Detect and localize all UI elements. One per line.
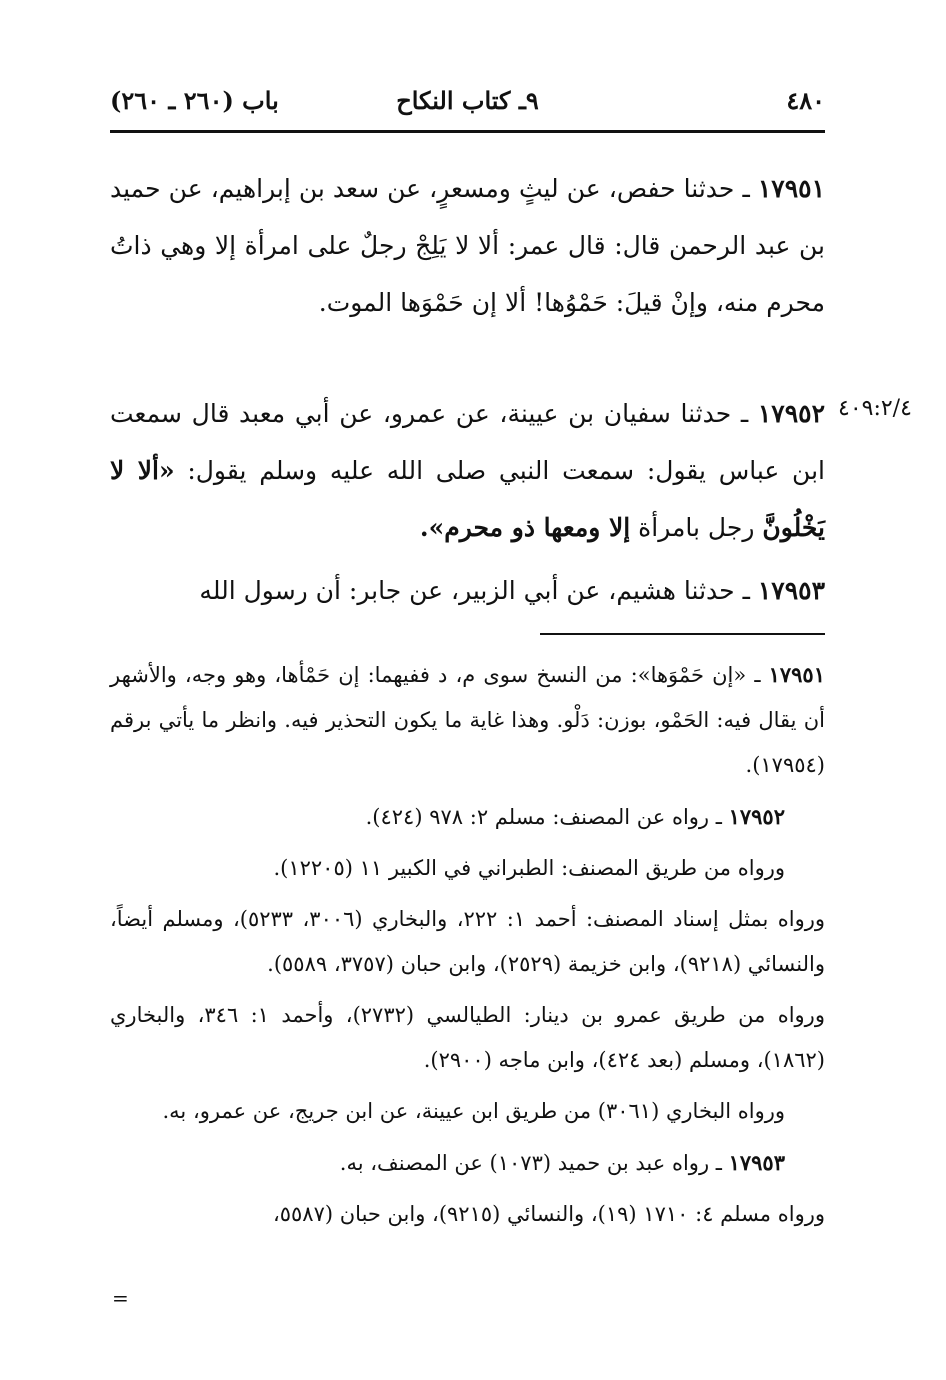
footnote: ورواه بمثل إسناد المصنف: أحمد ١: ٢٢٢، والبخاري (٣٠٠٦، ٥٢٣٣)، ومسلم أيضاً، والنسائي (٩٢١٨)، وابن خزيمة (٢٥٢٩)، وابن حبان (٣٧٥٧، ٥٥٨٩).: [110, 907, 825, 976]
page-header: [110, 86, 825, 122]
book-title: ٩ـ كتاب النكاح: [396, 86, 539, 115]
chapter-title: باب (٢٦٠ ـ ٢٦٠): [110, 86, 279, 115]
footnote-text: ـ «إن حَمْوَها»: من النسخ سوى م، د ففيهما: إن حَمْأها، وهو وجه، والأشهر أن يقال فيه: الحَمْو، بوزن: دَلْو. وهذا غاية ما يكون التحذير فيه. وانظر ما يأتي برقم (١٧٩٥٤).: [110, 663, 825, 777]
hadith-17952: [110, 385, 825, 556]
footnote: ورواه من طريق عمرو بن دينار: الطيالسي (٢٧٣٢)، وأحمد ١: ٣٤٦، والبخاري (١٨٦٢)، ومسلم (بعد ٤٢٤)، وابن ماجه (٢٩٠٠).: [110, 1003, 825, 1072]
hadith-text: ـ حدثنا حفص، عن ليثٍ ومسعرٍ، عن سعد بن إبراهيم، عن حميد بن عبد الرحمن قال: قال عمر: ألا لا يَلِجْ رجلٌ على امرأة إلا وهي ذاتُ محرم منه، وإنْ قيلَ: حَمْوُها! ألا إن حَمْوَها الموت.: [110, 174, 825, 317]
hadith-number: ١٧٩٥٣: [757, 576, 825, 605]
footnote-text: ـ رواه عبد بن حميد (١٠٧٣) عن المصنف، به.: [339, 1151, 729, 1175]
hadith-number: ١٧٩٥٢: [757, 399, 825, 428]
hadith-17951: [110, 160, 825, 331]
footnote: [110, 652, 825, 788]
page-number: ٤٨٠: [786, 86, 825, 115]
hadith-text: ـ حدثنا سفيان بن عيينة، عن عمرو، عن أبي معبد قال سمعت ابن عباس يقول: سمعت النبي صلى الله عليه وسلم يقول:: [110, 399, 825, 485]
footnote-number: ١٧٩٥٣: [728, 1150, 785, 1175]
footnote: [110, 1140, 825, 1186]
footnote: ورواه البخاري (٣٠٦١) من طريق ابن عيينة، عن ابن جريج، عن عمرو، به.: [162, 1099, 785, 1123]
footnotes: [110, 652, 825, 1243]
hadith-quote-bold: «ألا لا يَخْلُونَّ: [110, 456, 825, 542]
continuation-mark: =: [112, 1286, 129, 1310]
footnote: ورواه من طريق المصنف: الطبراني في الكبير ١١ (١٢٢٠٥).: [273, 856, 785, 880]
hadith-number: ١٧٩٥١: [757, 174, 825, 203]
footnote-divider: [540, 633, 825, 635]
header-divider: [110, 130, 825, 133]
margin-reference: ٤٠٩:٢/٤: [838, 396, 912, 421]
hadith-quote-bold: إلا ومعها ذو محرم».: [419, 513, 631, 542]
footnote: [110, 794, 825, 840]
hadith-text: ـ حدثنا هشيم، عن أبي الزبير، عن جابر: أن رسول الله: [199, 576, 758, 605]
footnote-number: ١٧٩٥١: [768, 662, 825, 687]
hadith-text: رجل بامرأة: [630, 513, 763, 542]
footnote: ورواه مسلم ٤: ١٧١٠ (١٩)، والنسائي (٩٢١٥)، وابن حبان (٥٥٨٧،: [272, 1202, 825, 1226]
footnote-text: ـ رواه عن المصنف: مسلم ٢: ٩٧٨ (٤٢٤).: [365, 805, 729, 829]
footnote-number: ١٧٩٥٢: [728, 804, 785, 829]
hadith-17953: [110, 562, 825, 619]
